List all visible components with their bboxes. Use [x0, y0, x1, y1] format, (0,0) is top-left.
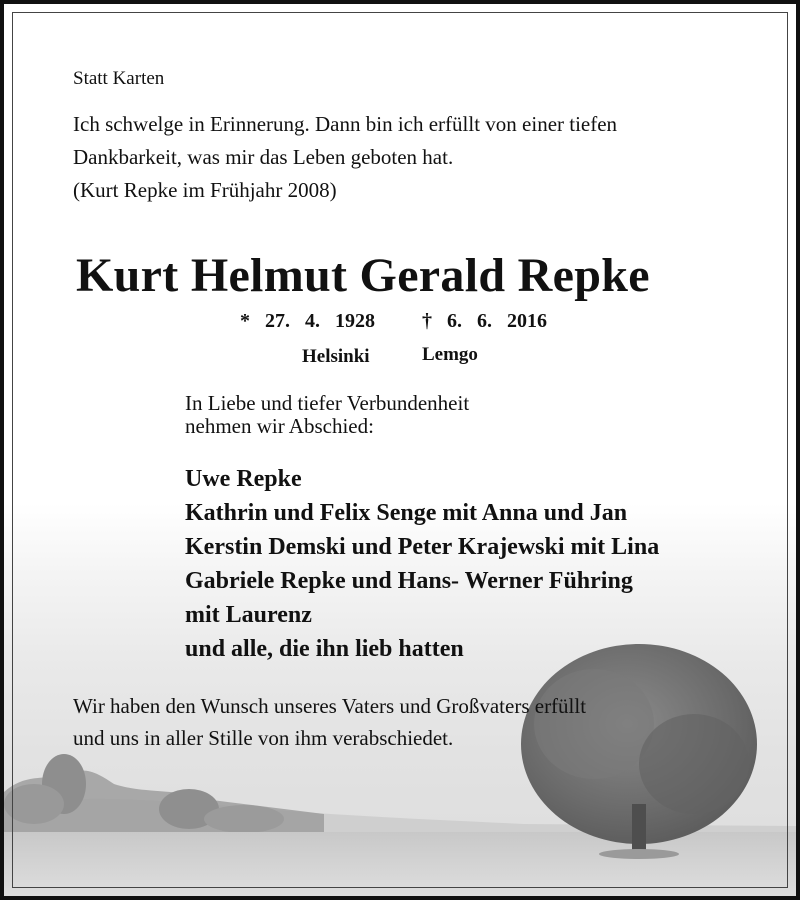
closing-line-1: Wir haben den Wunsch unseres Vaters und Großvaters erfüllt: [73, 694, 587, 718]
quote-attribution: (Kurt Repke im Frühjahr 2008): [73, 178, 337, 202]
death-date: † 6. 6. 2016: [422, 310, 547, 332]
quote-line-1: Ich schwelge in Erinnerung. Dann bin ich erfüllt von einer tiefen: [73, 112, 618, 136]
mourner-line: Gabriele Repke und Hans- Werner Führing: [185, 568, 633, 594]
death-place: Lemgo: [422, 344, 478, 365]
birth-date: * 27. 4. 1928: [240, 310, 375, 332]
birth-place: Helsinki: [302, 346, 370, 367]
mourner-line: Kathrin und Felix Senge mit Anna und Jan: [185, 500, 628, 526]
mourner-line: und alle, die ihn lieb hatten: [185, 636, 464, 662]
farewell-line-1: In Liebe und tiefer Verbundenheit: [185, 391, 470, 415]
quote-line-2: Dankbarkeit, was mir das Leben geboten hat.: [73, 145, 454, 169]
mourner-line: Kerstin Demski und Peter Krajewski mit Lina: [185, 534, 660, 560]
closing-line-2: und uns in aller Stille von ihm verabschiedet.: [73, 726, 454, 750]
farewell-line-2: nehmen wir Abschied:: [185, 414, 374, 438]
mourner-line: mit Laurenz: [185, 602, 312, 628]
mourner-line: Uwe Repke: [185, 466, 302, 492]
deceased-name: Kurt Helmut Gerald Repke: [76, 249, 650, 302]
intro-line: Statt Karten: [73, 68, 165, 89]
